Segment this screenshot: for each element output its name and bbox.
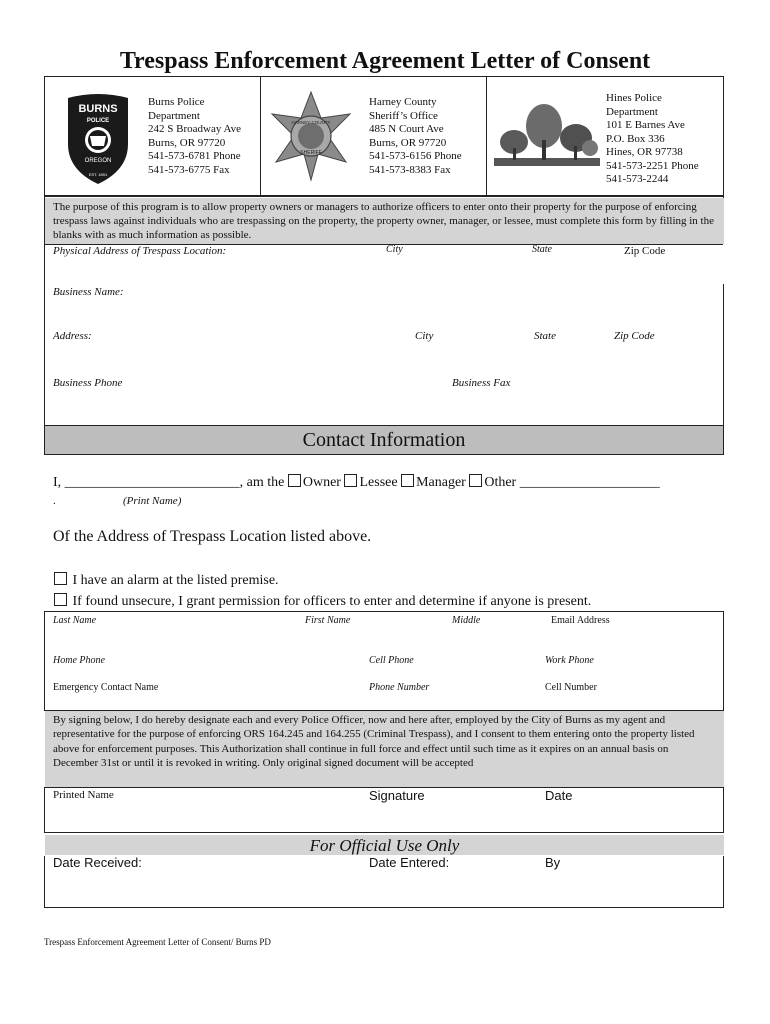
business-fax-label: Business Fax (452, 377, 511, 389)
owner-checkbox[interactable] (288, 474, 301, 487)
burns-police-badge-logo (64, 92, 132, 186)
email-label: Email Address (551, 615, 610, 626)
cell-phone-label: Cell Phone (369, 655, 414, 666)
sheriff-star-badge-logo (268, 90, 354, 182)
by-label: By (545, 855, 561, 870)
date-label: Date (545, 788, 573, 803)
unsecure-checkbox[interactable] (54, 593, 67, 606)
contact-information-heading: Contact Information (44, 425, 724, 455)
purpose-text: The purpose of this program is to allow property owners or managers to authorize officers to enter onto their property for the purpose of enforcing trespass laws against individuals who are trespassing on the property, the property owner, manager, or lessee, must complete this form by filling in the blanks with as much information as possible. (45, 198, 724, 244)
state-label: State (532, 244, 552, 255)
star-ring-text: HARNEY COUNTY (291, 120, 331, 125)
alarm-option: I have an alarm at the listed premise. (54, 572, 279, 589)
city-label-2: City (415, 330, 434, 342)
page-title: Trespass Enforcement Agreement Letter of Consent (119, 48, 651, 74)
divider (486, 76, 487, 196)
state-label-2: State (534, 330, 556, 342)
divider (260, 76, 261, 196)
phone-number-label: Phone Number (369, 682, 430, 693)
print-name-hint: (Print Name) (123, 495, 182, 507)
star-base-text: SHERIFF (300, 150, 322, 156)
badge-police-text: POLICE (86, 118, 110, 124)
work-phone-label: Work Phone (545, 655, 594, 666)
first-name-label: First Name (305, 615, 351, 626)
date-received-label: Date Received: (53, 855, 142, 870)
of-address-statement: Of the Address of Trespass Location listed above. (53, 528, 372, 545)
printed-name-label: Printed Name (53, 789, 114, 801)
middle-label: Middle (452, 615, 481, 626)
alarm-checkbox[interactable] (54, 572, 67, 585)
official-use-heading: For Official Use Only (45, 835, 724, 855)
physical-address-label: Physical Address of Trespass Location: (53, 245, 227, 257)
address-label: Address: (53, 330, 92, 342)
burns-pd-address: Burns Police Department 242 S Broadway Ave Burns, OR 97720 541-573-6781 Phone 541-573-6775 Fax (148, 96, 241, 176)
badge-state-text: OREGON (84, 158, 112, 164)
badge-city-text: BURNS (78, 103, 118, 115)
other-checkbox[interactable] (469, 474, 482, 487)
footer-text: Trespass Enforcement Agreement Letter of Consent/ Burns PD (44, 937, 271, 947)
business-phone-label: Business Phone (53, 377, 123, 389)
consent-text: By signing below, I do hereby designate each and every Police Officer, now and here after, employed by the City of Burns as my agent and representative for the purpose of enforcing ORS 164.245 and 164.255 (Criminal Trespass), and I consent to them entering onto the property listed above for enforcement purposes. This Authorization shall continue in full force and effect until such time as it expires on an annual basis on December 31st or until it is revoked in writing. Only original signed document will be accepted (45, 711, 724, 787)
signature-label: Signature (369, 788, 425, 803)
business-name-label: Business Name: (53, 286, 124, 298)
harney-county-address: Harney County Sheriff’s Office 485 N Court Ave Burns, OR 97720 541-573-6156 Phone 541-573-8383 Fax (369, 96, 462, 176)
zip-label-2: Zip Code (614, 330, 655, 342)
hines-pd-address: Hines Police Department 101 E Barnes Ave P.O. Box 336 Hines, OR 97738 541-573-2251 Phone 541-573-2244 (606, 92, 699, 185)
unsecure-option: If found unsecure, I grant permission for officers to enter and determine if anyone is present. (54, 593, 591, 610)
emergency-contact-label: Emergency Contact Name (53, 682, 159, 693)
city-label: City (386, 244, 403, 255)
manager-checkbox[interactable] (401, 474, 414, 487)
date-entered-label: Date Entered: (369, 855, 450, 870)
last-name-label: Last Name (53, 615, 97, 626)
lessee-checkbox[interactable] (344, 474, 357, 487)
role-statement: I, _________________________, am the Owner Lessee Manager Other ____________________ (53, 475, 660, 490)
home-phone-label: Home Phone (53, 655, 105, 666)
zip-label: Zip Code (624, 245, 666, 257)
badge-est-text: EST. 1891 (88, 172, 108, 177)
period: . (53, 495, 56, 507)
cell-number-label: Cell Number (545, 682, 597, 693)
hines-trees-logo (494, 100, 600, 172)
